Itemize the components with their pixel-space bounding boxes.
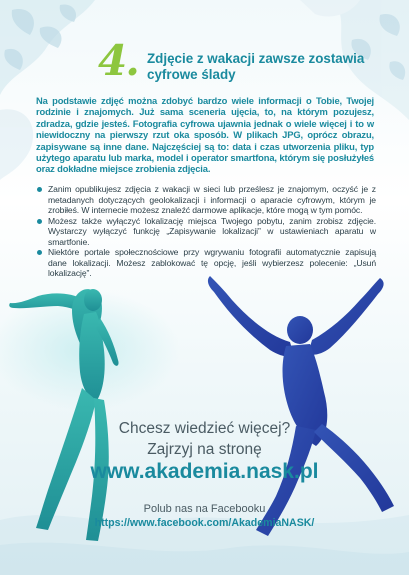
facebook-label: Polub nas na Facebooku bbox=[143, 503, 266, 515]
tip-item bbox=[36, 184, 376, 216]
bullet-dot bbox=[37, 250, 42, 255]
cta-question: Chcesz wiedzieć więcej? bbox=[118, 420, 291, 437]
cta-invite: Zajrzyj na stronę bbox=[147, 441, 262, 458]
tips-list bbox=[36, 184, 376, 279]
section-number: 4. bbox=[98, 36, 138, 85]
tip-item bbox=[36, 247, 376, 279]
tip-item bbox=[36, 216, 376, 248]
bullet-dot bbox=[37, 219, 42, 224]
jumping-man-silhouette bbox=[208, 276, 394, 536]
intro-paragraph: Na podstawie zdjęć można zdobyć bardzo wiele informacji o Tobie, Twojej rodzinie i znajomych. Już sama sceneria ujęcia, to, na którym pozujesz, zdradza, gdzie jesteś. Fotografia cyfrowa ujawnia jednak o wiele więcej i to w niewidoczny na pierwszy rzut oka sposób. W plikach JPG, oprócz obrazu, zapisywane są inne dane. Najczęściej są to: data i czas utworzenia pliku, typ użytego aparatu lub marka, model i operator smartfona, którym się posłużyłeś oraz dokładne miejsce zrobienia zdjęcia. bbox=[36, 95, 374, 175]
tip-text: Możesz także wyłączyć lokalizację miejsca Twojego pobytu, zanim zrobisz zdjęcie. Wystarczy wyłączyć funkcję „Zapisywanie lokalizacji” w ustawieniach aparatu w smartfonie. bbox=[48, 215, 376, 247]
section-title: Zdjęcie z wakacji zawsze zostawia cyfrowe ślady bbox=[147, 51, 365, 82]
bullet-dot bbox=[37, 187, 42, 192]
facebook-link[interactable]: https://www.facebook.com/AkademiaNASK/ bbox=[94, 517, 315, 529]
tip-text: Niektóre portale społecznościowe przy wgrywaniu fotografii automatycznie zapisują dane lokalizacji. Możesz zablokować tę opcję, jeśli wybierzesz polecenie: „Usuń lokalizację”. bbox=[48, 247, 376, 278]
website-link[interactable]: www.akademia.nask.pl bbox=[90, 460, 319, 483]
tip-text: Zanim opublikujesz zdjęcia z wakacji w sieci lub prześlesz je znajomym, oczyść je z metadanych dotyczących geolokalizacji i informacji o aparacie cyfrowym, którym je zrobiłeś. W internecie możesz znaleźć darmowe aplikacje, które mogą w tym pomóc. bbox=[48, 184, 376, 215]
